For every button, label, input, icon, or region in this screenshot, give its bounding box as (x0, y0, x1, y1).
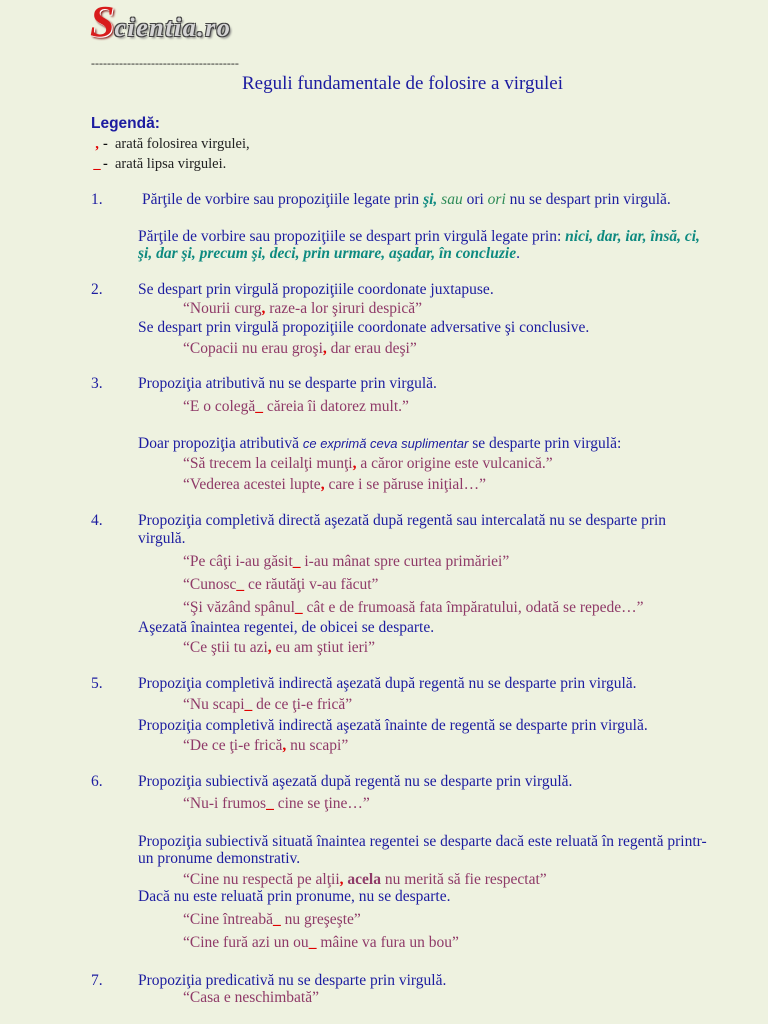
missing-comma-mark: _ (244, 696, 253, 713)
quote-text: “Nourii curg (183, 300, 262, 317)
rule-statement (138, 435, 621, 453)
quote-text: “Nu scapi (183, 696, 245, 713)
quote-text: nu scapi” (286, 737, 349, 754)
rule-statement: Propoziţia atributivă nu se desparte prin virgulă. (138, 375, 437, 392)
rule-number: 3. (91, 375, 103, 392)
quote-text: “Şi văzând spânul (183, 599, 295, 616)
example-quote (183, 911, 361, 929)
rule-statement: Propoziţia completivă indirectă aşezată înainte de regentă se desparte prin virgulă. (138, 717, 648, 734)
rule-number: 2. (91, 281, 103, 298)
rule-statement: Propoziţia subiectivă aşezată după regentă nu se desparte prin virgulă. (138, 773, 573, 790)
statement-text: Părţile de vorbire sau propoziţiile se despart prin virgulă legate prin: (138, 228, 566, 245)
example-quote (183, 795, 370, 813)
comma-mark: , (282, 737, 287, 754)
quote-text: nu greşeşte” (280, 911, 361, 928)
example-quote (183, 476, 486, 494)
comma-symbol: , (95, 136, 99, 152)
conjunction-list: nici, dar, iar, însă, ci, (565, 228, 700, 245)
example-quote (183, 340, 417, 358)
example-quote (183, 576, 378, 594)
legend-description: arată lipsa virgulei. (115, 156, 227, 172)
statement-text: Părţile de vorbire sau propoziţiile legate prin (142, 191, 424, 208)
rule-statement: Se despart prin virgulă propoziţiile coordonate adversative şi conclusive. (138, 319, 590, 336)
comma-mark: , (352, 455, 357, 472)
example-quote (183, 871, 547, 889)
rule-statement (142, 191, 671, 209)
quote-text: “Vederea acestei lupte (183, 476, 321, 493)
comma-mark: , (261, 300, 266, 317)
missing-comma-mark: _ (292, 553, 301, 570)
missing-comma-mark: _ (236, 576, 245, 593)
rule-number: 4. (91, 512, 103, 529)
site-logo (90, 2, 231, 52)
logo-wordmark: cientia.ro (114, 13, 232, 42)
example-quote (183, 599, 644, 617)
demonstrative-pronoun: acela (343, 871, 381, 888)
quote-text: “Copacii nu erau groşi (183, 340, 323, 357)
quote-text: mâine va fura un bou” (316, 934, 459, 951)
rule-statement: virgulă. (138, 530, 186, 547)
rule-number: 1. (91, 191, 103, 208)
statement-text: nu se despart prin virgulă. (505, 191, 671, 208)
conjunction-list: şi, dar şi, precum şi, deci, prin urmare, aşadar, în concluzie (138, 245, 517, 262)
quote-text: ce răutăţi v-au făcut” (244, 576, 379, 593)
statement-text: . (516, 245, 520, 262)
rule-statement: Propoziţia completivă directă aşezată după regentă sau intercalată nu se desparte prin (138, 512, 667, 529)
comma-mark: , (267, 639, 272, 656)
quote-text: nu merită să fie respectat” (381, 871, 547, 888)
example-quote (183, 639, 375, 657)
quote-text: raze-a lor şiruri despică” (265, 300, 422, 317)
rule-number: 5. (91, 675, 103, 692)
rule-number: 6. (91, 773, 103, 790)
quote-text: “Cine nu respectă pe alţii (183, 871, 340, 888)
example-quote (183, 934, 459, 952)
logo-initial: S (90, 0, 115, 46)
quote-text: “Cine fură azi un ou (183, 934, 309, 951)
missing-comma-mark: _ (266, 795, 274, 812)
rule-statement (138, 228, 700, 246)
quote-text: care i se păruse iniţial…” (324, 476, 486, 493)
quote-text: “E o colegă (183, 398, 256, 415)
example-quote (183, 455, 553, 473)
example-quote (183, 398, 409, 416)
emphasis-text: ce exprimă ceva suplimentar (302, 436, 469, 451)
comma-mark: , (320, 476, 325, 493)
conjunction: ori (487, 191, 506, 208)
example-quote (183, 737, 348, 755)
quote-text: “Cunosc (183, 576, 237, 593)
quote-text: “Să trecem la ceilalţi munţi (183, 455, 353, 472)
quote-text: i-au mânat spre curtea primăriei” (300, 553, 510, 570)
quote-text: dar erau deşi” (326, 340, 417, 357)
rule-statement (138, 245, 520, 263)
rule-statement: Propoziţia subiectivă situată înaintea regentei se desparte dacă este reluată în regentă printr- (138, 833, 707, 850)
rule-statement: Propoziţia completivă indirectă aşezată după regentă nu se desparte prin virgulă. (138, 675, 637, 692)
missing-comma-symbol: _ (93, 156, 101, 172)
statement-text: se desparte prin virgulă: (468, 435, 622, 452)
legend-heading: Legendă: (91, 115, 160, 132)
legend-item (91, 155, 226, 173)
quote-text: cât e de frumoasă fata împăratului, odată se repede…” (302, 599, 644, 616)
rule-statement: Se despart prin virgulă propoziţiile coordonate juxtapuse. (138, 281, 494, 298)
example-quote (183, 553, 509, 571)
missing-comma-mark: _ (272, 911, 281, 928)
rule-statement: Aşezată înaintea regentei, de obicei se desparte. (138, 619, 435, 636)
comma-mark: , (339, 871, 344, 888)
rule-statement: un pronume demonstrativ. (138, 850, 301, 867)
example-quote (183, 696, 352, 714)
rule-statement: Dacă nu este reluată prin pronume, nu se desparte. (138, 888, 451, 905)
missing-comma-mark: _ (308, 934, 317, 951)
legend-dash: - (103, 156, 108, 172)
separator-line: ------------------------------------- (91, 56, 239, 70)
legend-item (91, 135, 250, 153)
legend-description: arată folosirea virgulei, (115, 136, 250, 152)
page-title: Reguli fundamentale de folosire a virgulei (242, 73, 563, 94)
quote-text: “Ce ştii tu azi (183, 639, 268, 656)
conjunction: şi, (423, 191, 438, 208)
statement-text: Doar propoziţia atributivă (138, 435, 303, 452)
quote-text: “De ce ţi-e frică (183, 737, 283, 754)
quote-text: eu am ştiut ieri” (271, 639, 375, 656)
rule-number: 7. (91, 972, 103, 989)
quote-text: cine se ţine…” (273, 795, 370, 812)
statement-text: ori (462, 191, 488, 208)
quote-text: “Nu-i frumos (183, 795, 267, 812)
missing-comma-mark: _ (294, 599, 303, 616)
quote-text: “Cine întreabă (183, 911, 273, 928)
quote-text: căreia îi datorez mult.” (263, 398, 409, 415)
example-quote: “Casa e neschimbată” (183, 989, 319, 1006)
comma-mark: , (322, 340, 327, 357)
quote-text: a căror origine este vulcanică.” (356, 455, 553, 472)
legend-dash: - (103, 136, 108, 152)
conjunction: sau (441, 191, 463, 208)
example-quote (183, 300, 422, 318)
rule-statement: Propoziţia predicativă nu se desparte prin virgulă. (138, 972, 447, 989)
quote-text: de ce ţi-e frică” (252, 696, 353, 713)
missing-comma-mark: _ (255, 398, 264, 415)
quote-text: “Pe câţi i-au găsit (183, 553, 293, 570)
